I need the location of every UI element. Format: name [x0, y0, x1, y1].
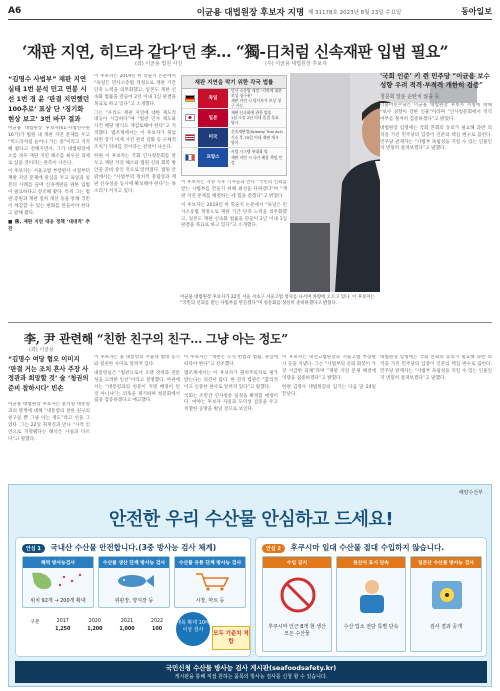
- country-label: 독일: [198, 89, 228, 108]
- row-text: 재판 지연 시 국가 배상 책임 인정: [231, 154, 283, 165]
- ad-footer-note: 게시판을 통해 직접 원하는 품목의 방사능 검사를 신청 할 수 있습니다.: [174, 674, 328, 680]
- table-row: [182, 89, 286, 109]
- radiation-test-icon: [412, 575, 482, 615]
- box-text: 후쿠시마 인근 8개 현 생산 모든 수산물: [268, 624, 326, 637]
- subhead: ■ 佛, 재판 지연 대응 정책 ‘대대적’ 추진: [8, 219, 90, 232]
- ad-panel-domestic: [15, 537, 251, 657]
- box-header: 수입 금지: [263, 557, 331, 568]
- article2-column-1: [8, 402, 90, 476]
- law-comparison-table: [181, 75, 287, 176]
- government-advertisement: [8, 484, 492, 687]
- ad-footer-bar: [15, 661, 487, 683]
- panel-badge: 안심 1: [22, 544, 45, 553]
- paragraph: 대법원장 임명에는 국회 본회의 동의가 필요해 과반 의석을 가진 민주당의 입장이 인준의 핵심 변수로 꼽힌다. 민주당 관계자는 “사법부 독립성을 지킬 수 있는 인물인지 면밀히 살펴보겠다”고 말했다.: [380, 125, 492, 152]
- paragraph: 한편 이 후보자는 국회 인사청문회를 앞두고 재판 지연 해소와 법원 신뢰 회복 방안을 준비 중인 것으로 알려졌다. 법원 안팎에서는 “사법부의 정치적 중립성과 재판 신속성을 동시에 확보해야 한다”는 목소리가 커지고 있다.: [94, 153, 176, 194]
- inspector-icon: [338, 575, 406, 615]
- box-header: 수산물 생산 단계 방사능 검사: [99, 557, 169, 568]
- inspection-box: [174, 556, 246, 608]
- paragraph: 이 후보자는 서울고법 부장판사 시절부터 재판 지연 문제에 관심을 두고 독일과 일본의 사례를 들며 신속재판을 위한 입법이 필요하다고 강조해 왔다. 특히 그는 법관 증원과 재판 절차 개선 등을 통해 국민이 체감할 수 있는 변화를 만들어야 한다고 말해 왔다.: [8, 169, 90, 216]
- box-header: 원산지 표시 단속: [337, 557, 405, 568]
- table-title: 재판 지연을 막기 위한 각국 법률: [182, 76, 286, 89]
- second-headline-caption: (좌) 이균용: [29, 347, 54, 353]
- article2-column-4: [282, 355, 376, 476]
- sidebar-subhead: 청문회 앞둔 순탄치 않을 듯: [380, 94, 440, 100]
- panel-title: 국내산 수산물 안전합니다.(3중 방사능 검사 체계): [50, 543, 217, 552]
- box-header: 수산물 유통 단계 방사능 검사: [175, 557, 245, 568]
- box-text: 위치 92개 → 200개 확대: [30, 598, 86, 604]
- paragraph: 이 후보자는 대전고법원장과 서울고법 부장판사 등을 지냈다. 그는 “사법부의 신뢰 회복이 가장 시급한 과제”라며 “재판 지연 문제 해결에 역량을 집중하겠다”고 밝혔다.: [282, 355, 376, 381]
- article-column-3: [181, 180, 287, 292]
- ad-organization: 해양수산부: [458, 490, 483, 496]
- issue-date: 제 31178호 2023년 8월 23일 수요일: [308, 10, 402, 16]
- germany-flag-icon: [185, 95, 195, 102]
- box-header: 일본산 수산물 방사능 검사: [411, 557, 481, 568]
- section-title: 이균용 대법원장 후보자 지명: [196, 8, 305, 18]
- paragraph: 국회는 조만간 인사청문 일정을 확정할 예정이다. 여야는 후보자 자질과 도덕성 검증을 두고 치열한 공방을 벌일 것으로 보인다.: [184, 393, 278, 413]
- paragraph: 대통령실은 “법관으로서 오랜 경력과 전문성을 고려한 인선”이라고 설명했다. 야권에서는 “대통령과의 친분이 지명 배경이 된 것 아니냐”는 의혹을 제기하며 청문회에서 집중 검증하겠다고 예고했다.: [94, 370, 180, 404]
- paragraph: 이 후보자는 2019년 한 학술지 논문에서 “독일은 민사소송법 개정으로 재판 기간 단축 노력을 의무화했고, 일본도 재판 신속화 법률을 만들어 2년 이내 1심 판결을 목표로 하고 있다”고 소개했다.: [181, 202, 287, 229]
- row-text: 1심 소송 2년 이내 종결 목표 명시: [231, 115, 279, 126]
- paragraph: 이 후보자는 윤 대통령의 서울대 법대 동기와 절친한 사이로 알려져 있다.: [94, 355, 180, 367]
- paragraph: 그는 “우리도 재판 지연에 대한 제도적 대응이 시급하다”며 “법관 인사 제도와 사건 배당 방식도 재검토해야 한다”고 지적했다. 법조계에서는 이 후보자가 취임하면 장기 미제 사건 관리 강화 등 구체적 조치가 뒤따를 것이라는 전망이 나온다.: [94, 110, 176, 151]
- paragraph: 이 후보자는 2019년 한 학술지 논문에서 “독일은 민사소송법 개정으로 재판 기간 단축 노력을 의무화했고, 일본도 재판 신속화 법률을 만들어 2년 이내 1심 판결을 목표로 하고 있다”고 소개했다.: [94, 74, 176, 107]
- section-divider: [8, 322, 492, 323]
- france-flag-icon: [185, 154, 195, 161]
- paragraph: 이균용 대법원장 후보자(61·사법연수원 16기)가 법원 내 재판 지연 문제를 두고 “히드라처럼 늘어나 가는 중”이라고 지적해 왔다고 전해지면서, 그가 대법원장에 오를 경우 재판 지연 해소를 최우선 과제로 삼을 것이라는 관측이 나온다.: [8, 126, 90, 166]
- article-column-1: [8, 126, 90, 318]
- paragraph: 한편 김명수 대법원장의 임기는 다음 달 24일 끝난다.: [282, 384, 376, 397]
- second-article-lede: “김명수 여당 혐오 이미지 ‘판결 거는 조치 흔사 주장 사정관과 희망할 것’ 술 ‘청권의 준비 참하시다’ 빈손: [8, 356, 89, 392]
- sidebar-body: [380, 103, 492, 323]
- main-headline: ‘재판 지연, 히드라 같다’던 李… “獨-日처럼 신속재판 입법 필요”: [22, 42, 449, 61]
- sidebar-article: [380, 72, 492, 323]
- paragraph: 법조계에서는 이 후보자가 원칙주의자로 평가받는다는 의견이 많다. 한 전직 법관은 “합리적이고 신중한 판사로 알려져 있다”고 말했다.: [184, 370, 278, 390]
- paragraph: 대법원장 임명에는 국회 본회의 동의가 필요해 과반 의석을 가진 민주당의 입장이 인준의 핵심 변수로 꼽힌다. 민주당 관계자는 “사법부 독립성을 지킬 수 있는 인물인지 면밀히 살펴보겠다”고 말했다.: [380, 355, 492, 381]
- country-label: 미국: [198, 128, 228, 147]
- article2-column-3: [184, 355, 278, 476]
- panel-badge: 안심 2: [262, 544, 285, 553]
- table-row: [182, 109, 286, 129]
- box-text: 검사 결과 공개: [429, 624, 463, 630]
- result-tag: 모두 기준치 적합: [212, 626, 250, 650]
- article2-column-2: [94, 355, 180, 476]
- newspaper-logo: 동아일보: [461, 6, 492, 16]
- inspection-box: [98, 556, 170, 608]
- country-label: 프랑스: [198, 148, 228, 168]
- page-number: A6: [8, 6, 22, 16]
- fish-icon: [100, 570, 170, 592]
- row-text: 사법 시스템 현대화 법: [231, 149, 268, 155]
- article-lede: “김명수 사법부” 재판 지연 실태 1번 분석 민고 연봉 시선 1번 경 윤 ‘판결 지연했던 100추로’ 표상 단 ‘징기화 현상 보고’ 3번 바꾸 결과: [8, 75, 90, 123]
- box-text: 시장, 마트 등: [195, 598, 225, 604]
- row-text: 민사 소송법 개정 “지연에 대한 보상 청구권”: [231, 87, 282, 99]
- table-header-row: 구분 2017 2020 2021 2022: [30, 619, 164, 625]
- box-text: 위판장, 양식장 등: [114, 598, 154, 604]
- row-text: 재판 지연 시 당사자가 보상 청구 가능: [231, 98, 282, 109]
- table-row: 1,250 1,200 1,000 100: [55, 627, 163, 632]
- box-header: 해역 방사능검사: [23, 557, 93, 568]
- usa-flag-icon: [185, 134, 195, 141]
- table-row: [182, 148, 286, 168]
- headline-caption-right: (우) 이균용 대법원장 후보자: [265, 61, 327, 67]
- article2-column-5: [380, 355, 492, 476]
- paragraph: 이 후보자는 “재판은 오직 헌법과 법률, 양심에 따라야 한다”고 강조했다.: [184, 355, 278, 367]
- row-text: 재판 신속화에 관한 법률: [231, 109, 272, 115]
- ocean-map-icon: [24, 569, 94, 591]
- country-label: 일본: [198, 109, 228, 128]
- box-text: 수산 업소 전담 특별 단속: [343, 624, 399, 630]
- sidebar-headline: ‘국회 인준’ 키 쥔 민주당 “이균용 보수 성향 우려 적격·부적격 개한히 검증”: [380, 72, 490, 89]
- no-entry-icon: [264, 575, 332, 615]
- policy-box: [410, 556, 482, 652]
- row-text: 신속재판법(Speedy Trial Act): [231, 129, 283, 135]
- japan-flag-icon: [185, 114, 195, 121]
- article-column-2: [94, 74, 176, 318]
- headline-caption-left: (좌) 이균용 법원 사진: [135, 61, 183, 67]
- policy-box: [262, 556, 332, 652]
- ad-website-link[interactable]: 국민신청 수산물 방사능 검사 게시판(seafoodsafety.kr): [165, 664, 337, 672]
- paragraph: 이균용 대법원장 후보자는 윤석열 대통령과의 관계에 대해 “대통령의 친한 친구의 친구일 뿐 그냥 아는 정도”라고 선을 그었다. 그는 22일 취재진과 만나 “사적 인연으로 지명됐다는 해석은 사실과 다르다”고 말했다.: [8, 402, 90, 442]
- inspection-box: [22, 556, 94, 608]
- expansion-stamp: 대폭 확대 10배 이상 검사: [176, 612, 210, 646]
- paragraph: 이 후보자는 지명 직후 기자들과 만나 “국민의 신뢰를 받는 사법부를 만들기 위해 최선을 다하겠다”며 “재판 지연 문제를 해결하는 데 힘을 쏟겠다”고 밝혔다.: [181, 180, 287, 199]
- inspection-count-table: [22, 616, 172, 634]
- row-text: 기소 후 70일 이내 재판 개시 원칙: [231, 134, 279, 145]
- photo-caption: 이균용 대법원장 후보자가 22일 서울 서초구 서울고법 청사를 나서며 차량에 오르고 있다. 이 후보자는 “국민의 신뢰를 받는 사법부를 만들겠다”며 청문회를 성실히 준비하겠다고 밝혔다.: [180, 295, 375, 307]
- policy-box: [336, 556, 406, 652]
- second-headline: 李, 尹 관련해 “친한 친구의 친구… 그냥 아는 정도”: [24, 332, 288, 346]
- panel-title: 후쿠시마 일대 수산물 절대 수입하지 않습니다.: [290, 543, 445, 552]
- ad-panel-import: [255, 537, 487, 657]
- shopping-cart-icon: [176, 570, 246, 592]
- page-header: [8, 6, 492, 20]
- ad-title: 안전한 우리 수산물 안심하고 드세요!: [108, 509, 394, 530]
- paragraph: 더불어민주당은 이균용 대법원장 후보자 지명에 대해 “보수 성향이 강한 인물”이라며 “인사청문회에서 적격 여부를 철저히 검증하겠다”고 밝혔다.: [380, 103, 492, 122]
- table-row: [182, 128, 286, 148]
